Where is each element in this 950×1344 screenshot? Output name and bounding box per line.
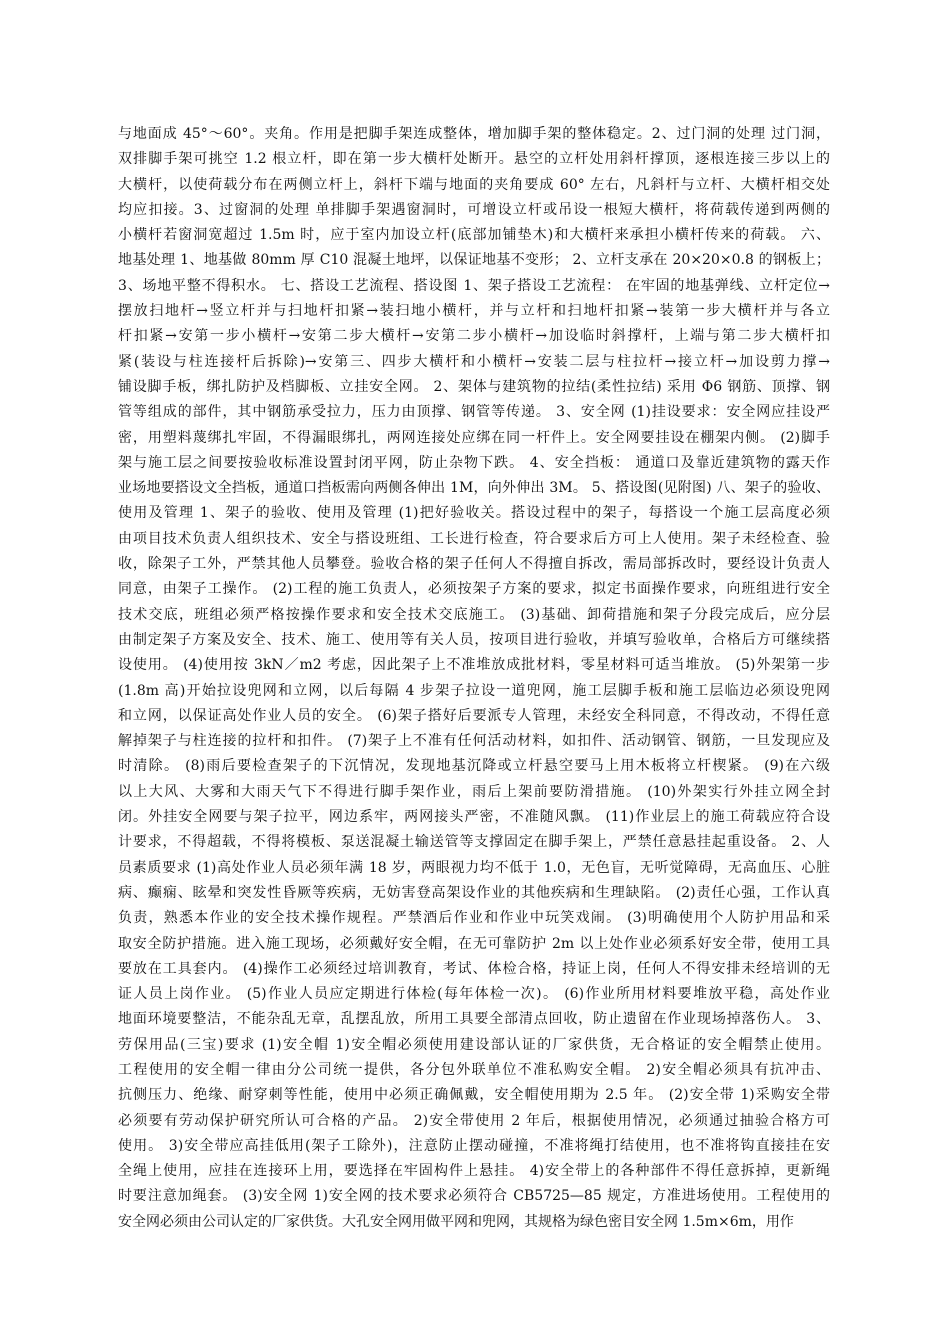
text-line: 与地面成 45°～60°。夹角。作用是把脚手架连成整体，增加脚手架的整体稳定。2、过门洞的处理 过门洞， <box>118 126 830 142</box>
text-line: 解掉架子与柱连接的拉杆和扣件。 (7)架子上不准有任何活动材料，如扣件、活动钢管、钢筋，一旦发现应及 <box>118 733 830 750</box>
body-text <box>118 122 830 1235</box>
text-line: 取安全防护措施。进入施工现场，必须戴好安全帽，在无可靠防护 2m 以上处作业必须系好安全带，使用工具 <box>118 935 830 952</box>
text-line: 密，用塑料蔑绑扎牢固，不得漏眼绑扎，两网连接处应绑在同一杆件上。安全网要挂设在棚架内侧。 (2)脚手 <box>118 429 830 446</box>
text-line: 由项目技术负责人组织技术、安全与搭设班组、工长进行检查，符合要求后方可上人使用。架子未经检查、验 <box>118 530 830 547</box>
text-line: 均应扣接。3、过窗洞的处理 单排脚手架遇窗洞时，可增设立杆或吊设一根短大横杆，将荷载传递到两侧的 <box>118 201 830 218</box>
text-line: 时清除。 (8)雨后要检查架子的下沉情况，发现地基沉降或立杆悬空要马上用木板将立杆楔紧。 (9)在六级 <box>118 758 830 775</box>
text-line: 安全网必须由公司认定的厂家供货。大孔安全网用做平网和兜网，其规格为绿色密目安全网 1.5m×6m，用作 <box>118 1213 794 1230</box>
text-line: 设使用。 (4)使用按 3kN／m2 考虑，因此架子上不准堆放成批材料，零星材料可适当堆放。 (5)外架第一步 <box>118 657 830 674</box>
text-line: 双排脚手架可挑空 1.2 根立杆，即在第一步大横杆处断开。悬空的立杆处用斜杆撑顶，逐根连接三步以上的 <box>118 151 830 168</box>
text-line: 管等组成的部件，其中钢筋承受拉力，压力由顶撑、钢管等传递。 3、安全网 (1)挂设要求：安全网应挂设严 <box>118 404 830 421</box>
text-line: 计要求，不得超载，不得将模板、泵送混凝土输送管等支撑固定在脚手架上，严禁任意悬挂起重设备。 2、人 <box>118 834 830 851</box>
text-line: 紧(装设与柱连接杆后拆除)→安第三、四步大横杆和小横杆→安装二层与柱拉杆→接立杆→加设剪力撑→ <box>118 353 830 370</box>
text-line: 同意，由架子工操作。 (2)工程的施工负责人，必须按架子方案的要求，拟定书面操作要求，向班组进行安全 <box>118 581 830 598</box>
text-line: 使用。 3)安全带应高挂低用(架子工除外)，注意防止摆动碰撞，不准将绳打结使用，也不准将钩直接挂在安 <box>118 1137 830 1154</box>
text-line: 工程使用的安全帽一律由分公司统一提供，各分包外联单位不准私购安全帽。 2)安全帽必须具有抗冲击、 <box>118 1061 830 1078</box>
text-line: 闭。外挂安全网要与架子拉平，网边系牢，两网接头严密，不准随风飘。 (11)作业层上的施工荷载应符合设 <box>118 809 830 826</box>
text-line: 抗侧压力、绝缘、耐穿刺等性能，使用中必须正确佩戴，安全帽使用期为 2.5 年。 (2)安全带 1)采购安全带 <box>118 1087 830 1104</box>
text-line: 要放在工具套内。 (4)操作工必须经过培训教育，考试、体检合格，持证上岗，任何人不得安排未经培训的无 <box>118 960 830 977</box>
text-line: 技术交底，班组必须严格按操作要求和安全技术交底施工。 (3)基础、卸荷措施和架子分段完成后，应分层 <box>118 606 830 623</box>
text-line: (1.8m 高)开始拉设兜网和立网，以后每隔 4 步架子拉设一道兜网，施工层脚手板和施工层临边必须设兜网 <box>118 682 830 699</box>
text-line: 小横杆若窗洞宽超过 1.5m 时，应于室内加设立杆(底部加铺垫木)和大横杆来承担小横杆传来的荷载。 六、 <box>118 227 830 244</box>
text-line: 劳保用品(三宝)要求 (1)安全帽 1)安全帽必须使用建设部认证的厂家供货，无合格证的安全帽禁止使用。 <box>118 1036 830 1053</box>
text-line: 员素质要求 (1)高处作业人员必须年满 18 岁，两眼视力均不低于 1.0，无色盲，无听觉障碍，无高血压、心脏 <box>118 859 830 876</box>
text-line: 由制定架子方案及安全、技术、施工、使用等有关人员，按项目进行验收，并填写验收单，合格后方可继续搭 <box>118 631 830 648</box>
text-line: 使用及管理 1、架子的验收、使用及管理 (1)把好验收关。搭设过程中的架子，每搭设一个施工层高度必须 <box>118 505 830 522</box>
text-line: 大横杆，以使荷载分布在两侧立杆上，斜杆下端与地面的夹角要成 60° 左右，凡斜杆与立杆、大横杆相交处 <box>118 176 830 193</box>
text-line: 病、癫痫、眩晕和突发性昏厥等疾病，无妨害登高架设作业的其他疾病和生理缺陷。 (2)责任心强，工作认真 <box>118 884 830 901</box>
text-line: 地面环境要整洁，不能杂乱无章，乱摆乱放，所用工具要全部清点回收，防止遗留在作业现场掉落伤人。 3、 <box>118 1011 830 1028</box>
text-line: 架与施工层之间要按验收标准设置封闭平网，防止杂物下跌。 4、安全挡板： 通道口及靠近建筑物的露天作 <box>118 454 830 471</box>
text-line: 负责，熟悉本作业的安全技术操作规程。严禁酒后作业和作业中玩笑戏闹。 (3)明确使用个人防护用品和采 <box>118 910 830 927</box>
text-line: 全绳上使用，应挂在连接环上用，要选择在牢固构件上悬挂。 4)安全带上的各种部件不得任意拆掉，更新绳 <box>118 1163 830 1180</box>
text-line: 以上大风、大雾和大雨天气下不得进行脚手架作业，雨后上架前要防滑措施。 (10)外架实行外挂立网全封 <box>118 783 830 800</box>
text-line: 摆放扫地杆→竖立杆并与扫地杆扣紧→装扫地小横杆，并与立杆和扫地杆扣紧→装第一步大横杆并与各立 <box>118 303 830 320</box>
text-line: 铺设脚手板，绑扎防护及档脚板、立挂安全网。 2、架体与建筑物的拉结(柔性拉结) 采用 Φ6 钢筋、顶撑、钢 <box>118 378 830 395</box>
text-line: 杆扣紧→安第一步小横杆→安第二步大横杆→安第二步小横杆→加设临时斜撑杆，上端与第二步大横杆扣 <box>118 328 830 345</box>
text-line: 必须要有劳动保护研究所认可合格的产品。 2)安全带使用 2 年后，根据使用情况，必须通过抽验合格方可 <box>118 1112 830 1129</box>
text-line: 地基处理 1、地基做 80mm 厚 C10 混凝土地坪，以保证地基不变形； 2、立杆支承在 20×20×0.8 的钢板上； <box>118 252 830 269</box>
text-line: 3、场地平整不得积水。 七、搭设工艺流程、搭设图 1、架子搭设工艺流程： 在牢固的地基弹线、立杆定位→ <box>118 277 830 294</box>
text-line: 时要注意加绳套。 (3)安全网 1)安全网的技术要求必须符合 CB5725—85 规定，方准进场使用。工程使用的 <box>118 1188 830 1205</box>
text-line: 业场地要搭设文全挡板，通道口挡板需向两侧各伸出 1M，向外伸出 3M。 5、搭设图(见附图) 八、架子的验收、 <box>118 480 830 497</box>
text-line: 收，除架子工外，严禁其他人员攀登。验收合格的架子任何人不得擅自拆改，需局部拆改时，要经设计负责人 <box>118 556 830 573</box>
text-line: 和立网，以保证高处作业人员的安全。 (6)架子搭好后要派专人管理，未经安全科同意，不得改动，不得任意 <box>118 707 830 724</box>
text-line: 证人员上岗作业。 (5)作业人员应定期进行体检(每年体检一次)。 (6)作业所用材料要堆放平稳，高处作业 <box>118 986 830 1003</box>
